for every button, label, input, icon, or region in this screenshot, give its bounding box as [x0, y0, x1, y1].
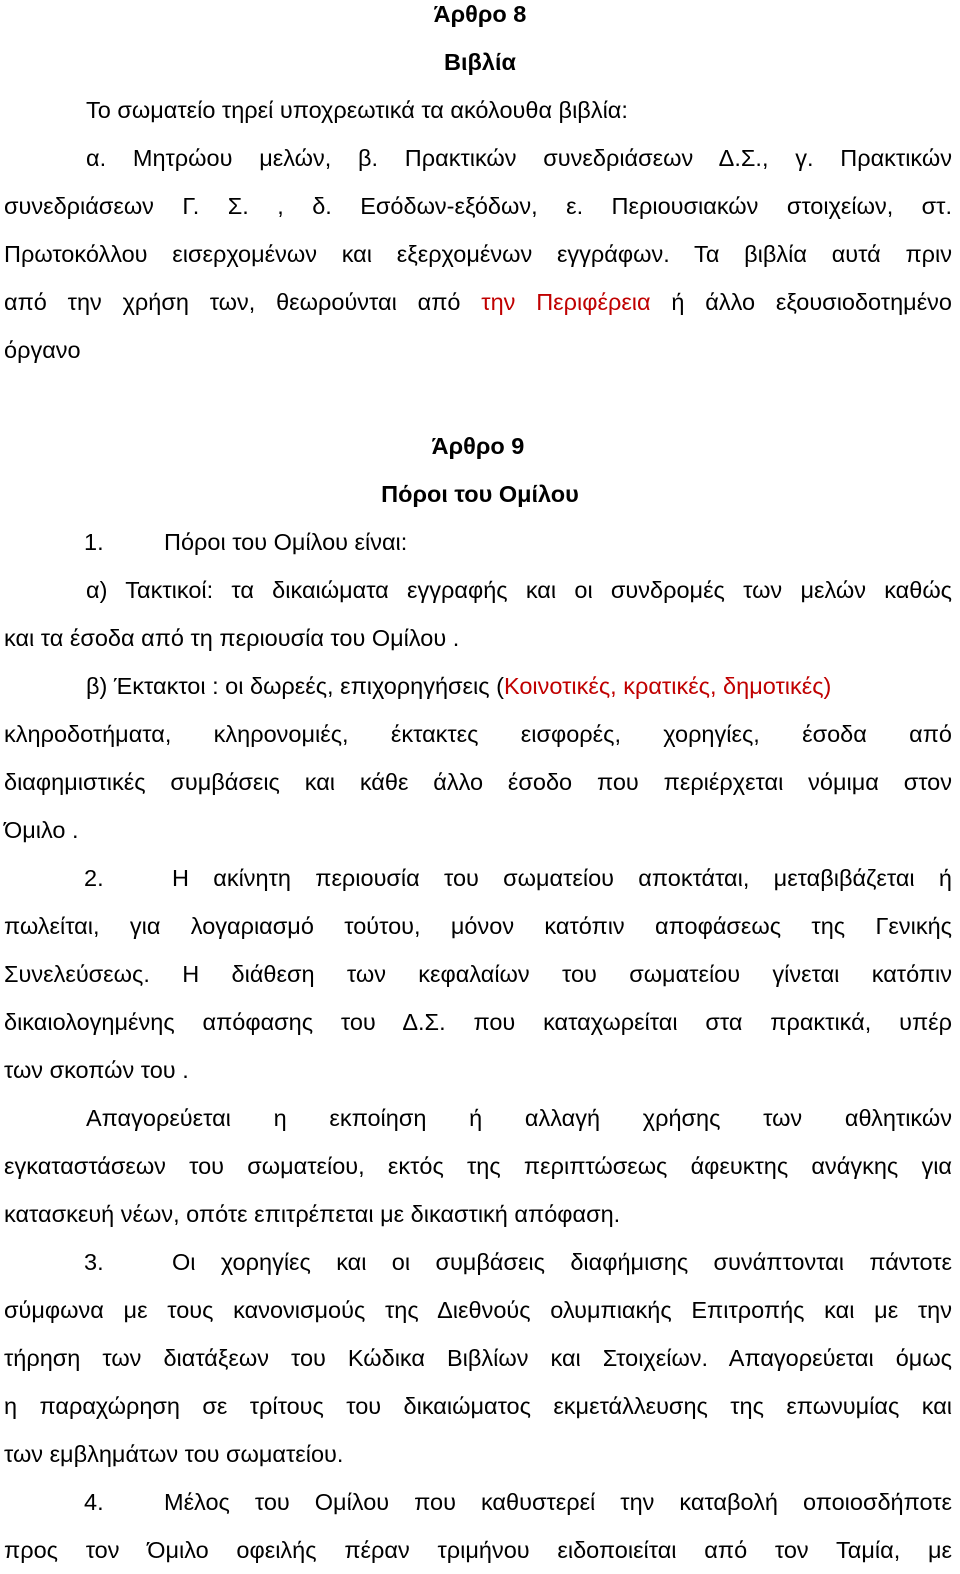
article-8-line-3: Πρωτοκόλλου εισερχομένων και εξερχομένων εγγράφων. Τα βιβλία αυτά πριν: [4, 241, 952, 267]
paragraph-1b-line-4: Όμιλο .: [4, 817, 79, 843]
paragraph-1b-line-3: διαφημιστικές συμβάσεις και κάθε άλλο έσοδο που περιέρχεται νόμιμα στον: [4, 769, 952, 795]
paragraph-4-number: 4.: [84, 1489, 104, 1515]
article-8-line-4-end: ή άλλο εξουσιοδοτημένο: [650, 289, 952, 315]
paragraph-3-line-2: σύμφωνα με τους κανονισμούς της Διεθνούς ολυμπιακής Επιτροπής και με την: [4, 1297, 952, 1323]
paragraph-4-line-2: προς τον Όμιλο οφειλής πέραν τριμήνου ειδοποιείται από τον Ταμία, με: [4, 1537, 952, 1563]
paragraph-2-line-5: των σκοπών του .: [4, 1057, 189, 1083]
paragraph-3-line-5: των εμβλημάτων του σωματείου.: [4, 1441, 344, 1467]
paragraph-1a-line-2: και τα έσοδα από τη περιουσία του Ομίλου .: [4, 625, 460, 651]
paragraph-1b-line-1: [86, 662, 952, 710]
paragraph-2b-line-3: κατασκευή νέων, οπότε επιτρέπεται με δικαστική απόφαση.: [4, 1201, 621, 1227]
paragraph-2b-line-1: Απαγορεύεται η εκποίηση ή αλλαγή χρήσης των αθλητικών: [86, 1105, 952, 1131]
paragraph-1a-line-1: α) Τακτικοί: τα δικαιώματα εγγραφής και οι συνδρομές των μελών καθώς: [86, 577, 952, 603]
article-8-line-1: α. Μητρώου μελών, β. Πρακτικών συνεδριάσεων Δ.Σ., γ. Πρακτικών: [86, 145, 952, 171]
paragraph-1-number: 1.: [84, 529, 104, 555]
paragraph-2-line-2: πωλείται, για λογαριασμό τούτου, μόνον κατόπιν αποφάσεως της Γενικής: [4, 913, 952, 939]
article-8-heading: Άρθρο 8: [433, 1, 527, 27]
article-8-line-4: [4, 278, 952, 326]
article-9-heading-text: Άρθρο 9: [431, 433, 525, 459]
paragraph-1-text: Πόροι του Ομίλου είναι:: [164, 529, 408, 555]
article-8-line-4-start: από την χρήση των, θεωρούνται από: [4, 289, 482, 315]
article-8-subheading: Βιβλία: [444, 49, 516, 75]
paragraph-3-line-3: τήρηση των διατάξεων του Κώδικα Βιβλίων και Στοιχείων. Απαγορεύεται όμως: [4, 1345, 952, 1371]
paragraph-3-number: 3.: [84, 1249, 104, 1275]
paragraph-3-line-4: η παραχώρηση σε τρίτους του δικαιώματος εκμετάλλευσης της επωνυμίας και: [4, 1393, 952, 1419]
grants-highlight: Κοινοτικές, κρατικές, δημοτικές): [503, 673, 832, 699]
paragraph-2-line-4: δικαιολογημένης απόφασης του Δ.Σ. που καταχωρείται στα πρακτικά, υπέρ: [4, 1009, 952, 1035]
article-9-subheading: Πόροι του Ομίλου: [381, 481, 579, 507]
paragraph-1b-line-2: κληροδοτήματα, κληρονομιές, έκτακτες εισφορές, χορηγίες, έσοδα από: [4, 721, 952, 747]
article-8-intro: Το σωματείο τηρεί υποχρεωτικά τα ακόλουθα βιβλία:: [86, 97, 628, 123]
paragraph-1b-line-1-start: β) Έκτακτοι : οι δωρεές, επιχορηγήσεις (: [86, 673, 504, 699]
article-9-heading: [0, 422, 960, 470]
article-8-line-2: συνεδριάσεων Γ. Σ. , δ. Εσόδων-εξόδων, ε. Περιουσιακών στοιχείων, στ.: [4, 193, 952, 219]
paragraph-2b-line-2: εγκαταστάσεων του σωματείου, εκτός της περιπτώσεως άφευκτης ανάγκης για: [4, 1153, 952, 1179]
paragraph-2-line-3: Συνελεύσεως. Η διάθεση των κεφαλαίων του σωματείου γίνεται κατόπιν: [4, 961, 952, 987]
paragraph-3-line-1: Οι χορηγίες και οι συμβάσεις διαφήμισης συνάπτονται πάντοτε: [172, 1249, 952, 1275]
paragraph-2-line-1: Η ακίνητη περιουσία του σωματείου αποκτάται, μεταβιβάζεται ή: [172, 865, 952, 891]
region-highlight: την Περιφέρεια: [481, 289, 651, 315]
paragraph-4-line-1: Μέλος του Ομίλου που καθυστερεί την καταβολή οποιοσδήποτε: [164, 1489, 952, 1515]
article-8-line-5: όργανο: [4, 337, 81, 363]
paragraph-2-number: 2.: [84, 865, 104, 891]
